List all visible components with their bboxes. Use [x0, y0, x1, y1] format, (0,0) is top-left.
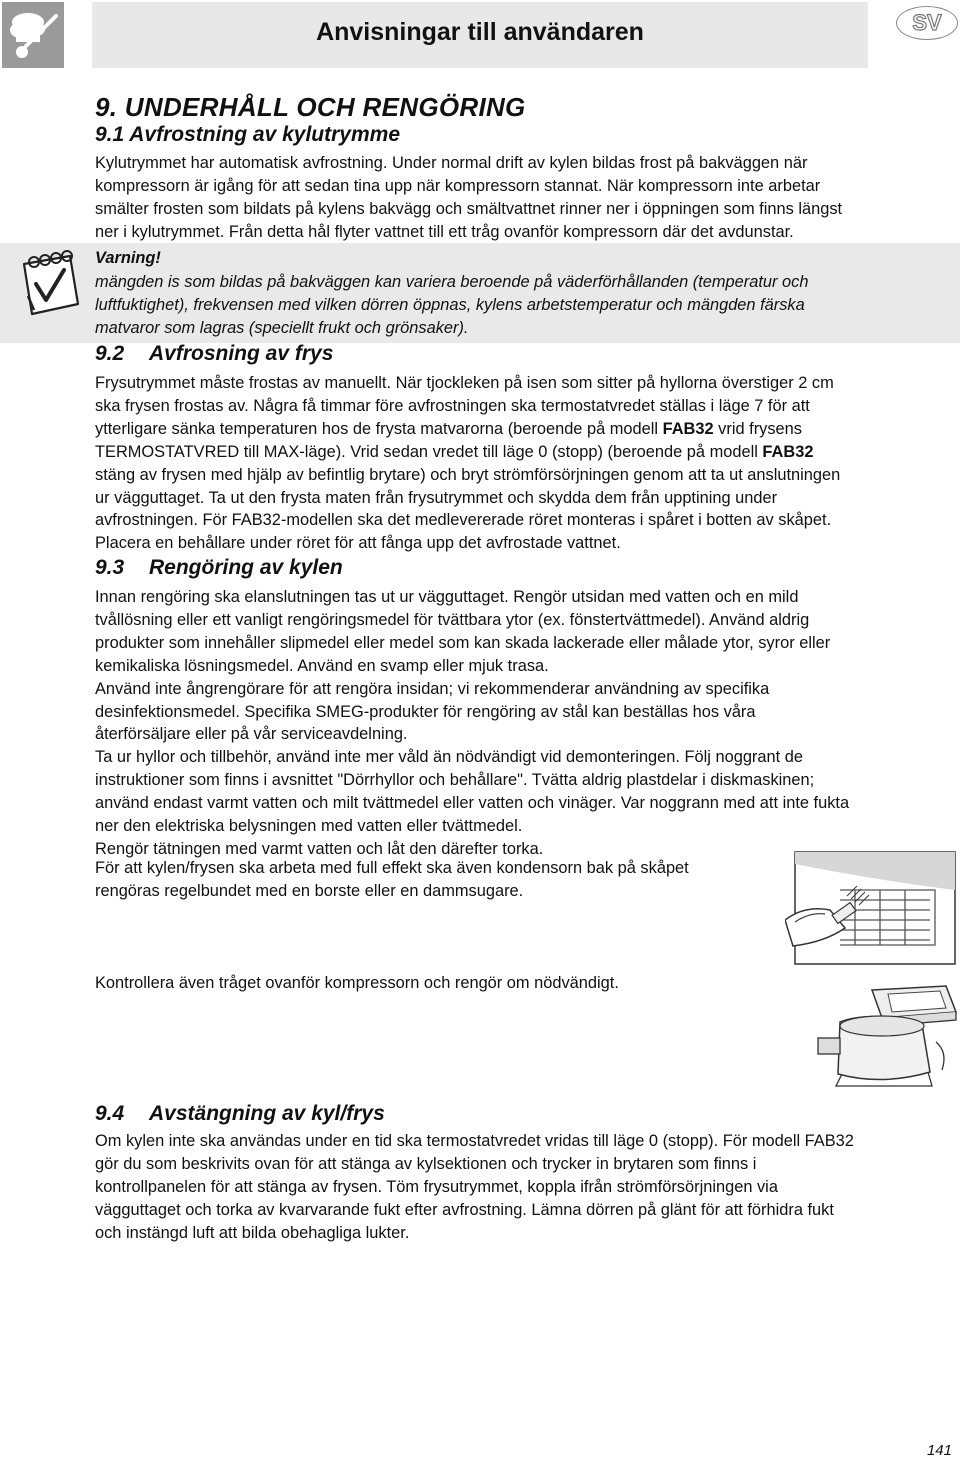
text-line: ner den elektriska belysningen med vatten eller tvättmedel. [95, 817, 523, 836]
paragraph-defrost-fridge [95, 152, 955, 244]
subsection-heading-9-1: 9.1 Avfrostning av kylutrymme [95, 123, 400, 146]
text-line: stäng av frysen med hjälp av befintlig brytare) och bryt strömförsörjningen genom att ta ut anslutningen [95, 465, 841, 484]
subsection-title: Avfrosning av frys [149, 342, 334, 365]
text-line: ska frysen frostas av. Några få timmar före avfrostningen ska termostatvredet ställas i läge 7 för att [95, 396, 810, 415]
text-line: ur vägguttaget. Ta ut den frysta maten från frysutrymmet och skydda dem från upptining under [95, 488, 778, 507]
condenser-brush-illustration [785, 850, 957, 968]
language-badge: SV [896, 6, 958, 40]
text-line [95, 418, 955, 441]
text-line: avfrostningen. För FAB32-modellen ska det medlevererade röret monteras i spåret i botten av skåpet. [95, 511, 832, 530]
page-header [92, 2, 868, 68]
text-line: produkter som innehåller slipmedel eller medel som kan skada lackerade eller målade ytor, syror eller [95, 633, 831, 652]
text-line: kontrollpanelen för att stänga av frysen. Töm frysutrymmet, koppla ifrån strömförsörjningen via [95, 1177, 778, 1196]
text-line: smälter frosten som bildats på kylens bakvägg och smältvattnet rinner ner i öppningen som finns längst [95, 199, 843, 218]
text-line: instruktioner som finns i avsnittet "Dörrhyllor och behållare". Tvätta aldrig plastdelar i diskmaskinen; [95, 771, 815, 790]
text-line: gör du som beskrivits ovan för att stänga av kylsektionen och trycker in brytaren som finns i [95, 1154, 757, 1173]
text-line [95, 441, 955, 464]
paragraph-tray [95, 972, 785, 995]
text-line: matvaror som lagras (speciellt frukt och grönsaker). [95, 319, 469, 337]
text-line: kemikaliska lösningsmedel. Använd en svamp eller mjuk trasa. [95, 656, 549, 675]
text-line: mängden is som bildas på bakväggen kan variera beroende på väderförhållanden (temperatur och [95, 273, 809, 291]
paragraph-shutdown [95, 1130, 955, 1245]
subsection-title: Rengöring av kylen [149, 556, 343, 579]
text-line: Frysutrymmet måste frostas av manuellt. När tjockleken på isen som sitter på hyllorna överstiger 2 cm [95, 374, 834, 392]
brand-logo [2, 2, 64, 68]
text-line: Rengör tätningen med varmt vatten och låt den därefter torka. [95, 839, 544, 858]
text-line: tvållösning eller ett vanligt rengöringsmedel för tvättbara ytor (ex. fönstertvättmedel). Använd aldrig [95, 610, 810, 629]
page-number: 141 [926, 1442, 952, 1459]
section-heading: 9. UNDERHÅLL OCH RENGÖRING [95, 92, 526, 122]
text-line: kompressorn är igång för att sedan tina upp när kompressorn stannat. När kompressorn inte arbetar [95, 176, 821, 195]
subsection-heading-9-3 [95, 556, 343, 580]
subsection-number: 9.3 [95, 556, 125, 579]
text-line: Innan rengöring ska elanslutningen tas ut ur vägguttaget. Rengör utsidan med vatten och en mild [95, 588, 799, 606]
text-line: Ta ur hyllor och tillbehör, använd inte mer våld än nödvändigt vid demonteringen. Följ noggrant de [95, 748, 803, 767]
notepad-check-icon [14, 250, 82, 320]
paragraph-cleaning [95, 586, 955, 861]
text-line: Kontrollera även tråget ovanför kompressorn och rengör om nödvändigt. [95, 974, 619, 992]
subsection-number: 9.2 [95, 342, 125, 365]
text-line: och instängd luft att bilda obehagliga lukter. [95, 1223, 410, 1242]
text-line: desinfektionsmedel. Specifika SMEG-produkter för rengöring av stål kan beställas hos våra [95, 702, 756, 721]
text-line: rengöras regelbundet med en borste eller en dammsugare. [95, 881, 524, 900]
text-line: återförsäljare eller på vår serviceavdelning. [95, 725, 408, 744]
subsection-number: 9.4 [95, 1102, 125, 1125]
model-name: FAB32 [662, 419, 714, 438]
text-line: vägguttaget och torka av kvarvarande fukt efter avfrostning. Lämna dörren på glänt för att förhidra fukt [95, 1200, 834, 1219]
text-segment: vrid frysens [713, 419, 802, 438]
text-segment: TERMOSTATVRED till MAX-läge). Vrid sedan vredet till läge 0 (stopp) (beroende på modell [95, 442, 763, 461]
text-line: Använd inte ångrengörare för att rengöra insidan; vi rekommenderar användning av specifika [95, 679, 770, 698]
text-line: Om kylen inte ska användas under en tid ska termostatvredet vridas till läge 0 (stopp). För modell FAB32 [95, 1132, 854, 1150]
paragraph-condenser [95, 857, 785, 903]
subsection-heading-9-2 [95, 342, 333, 366]
text-line: luftfuktighet), frekvensen med vilken dörren öppnas, kylens arbetstemperatur och mängden färska [95, 296, 805, 314]
chef-hat-icon [2, 2, 64, 68]
page-title: Anvisningar till användaren [316, 18, 644, 46]
warning-text [95, 271, 955, 340]
warning-label: Varning! [95, 249, 161, 267]
subsection-heading-9-4 [95, 1102, 385, 1126]
text-line: Placera en behållare under röret för att fånga upp det avfrostade vattnet. [95, 534, 621, 553]
text-line: ner i kylutrymmet. Från detta hål flyter vattnet till ett tråg ovanför kompressorn där det avdunstar. [95, 222, 794, 241]
paragraph-defrost-freezer [95, 372, 955, 555]
text-segment: ytterligare sänka temperaturen hos de frysta matvarorna (beroende på modell [95, 419, 663, 438]
text-line: För att kylen/frysen ska arbeta med full effekt ska även kondensorn bak på skåpet [95, 859, 689, 877]
model-name: FAB32 [762, 442, 814, 461]
subsection-title: Avstängning av kyl/frys [149, 1102, 385, 1125]
text-line: Kylutrymmet har automatisk avfrostning. Under normal drift av kylen bildas frost på bakväggen när [95, 154, 808, 172]
text-line: använd endast varmt vatten och milt tvättmedel eller vatten och vinäger. Var noggrann med att inte fukta [95, 794, 850, 813]
compressor-tray-illustration [812, 982, 958, 1090]
